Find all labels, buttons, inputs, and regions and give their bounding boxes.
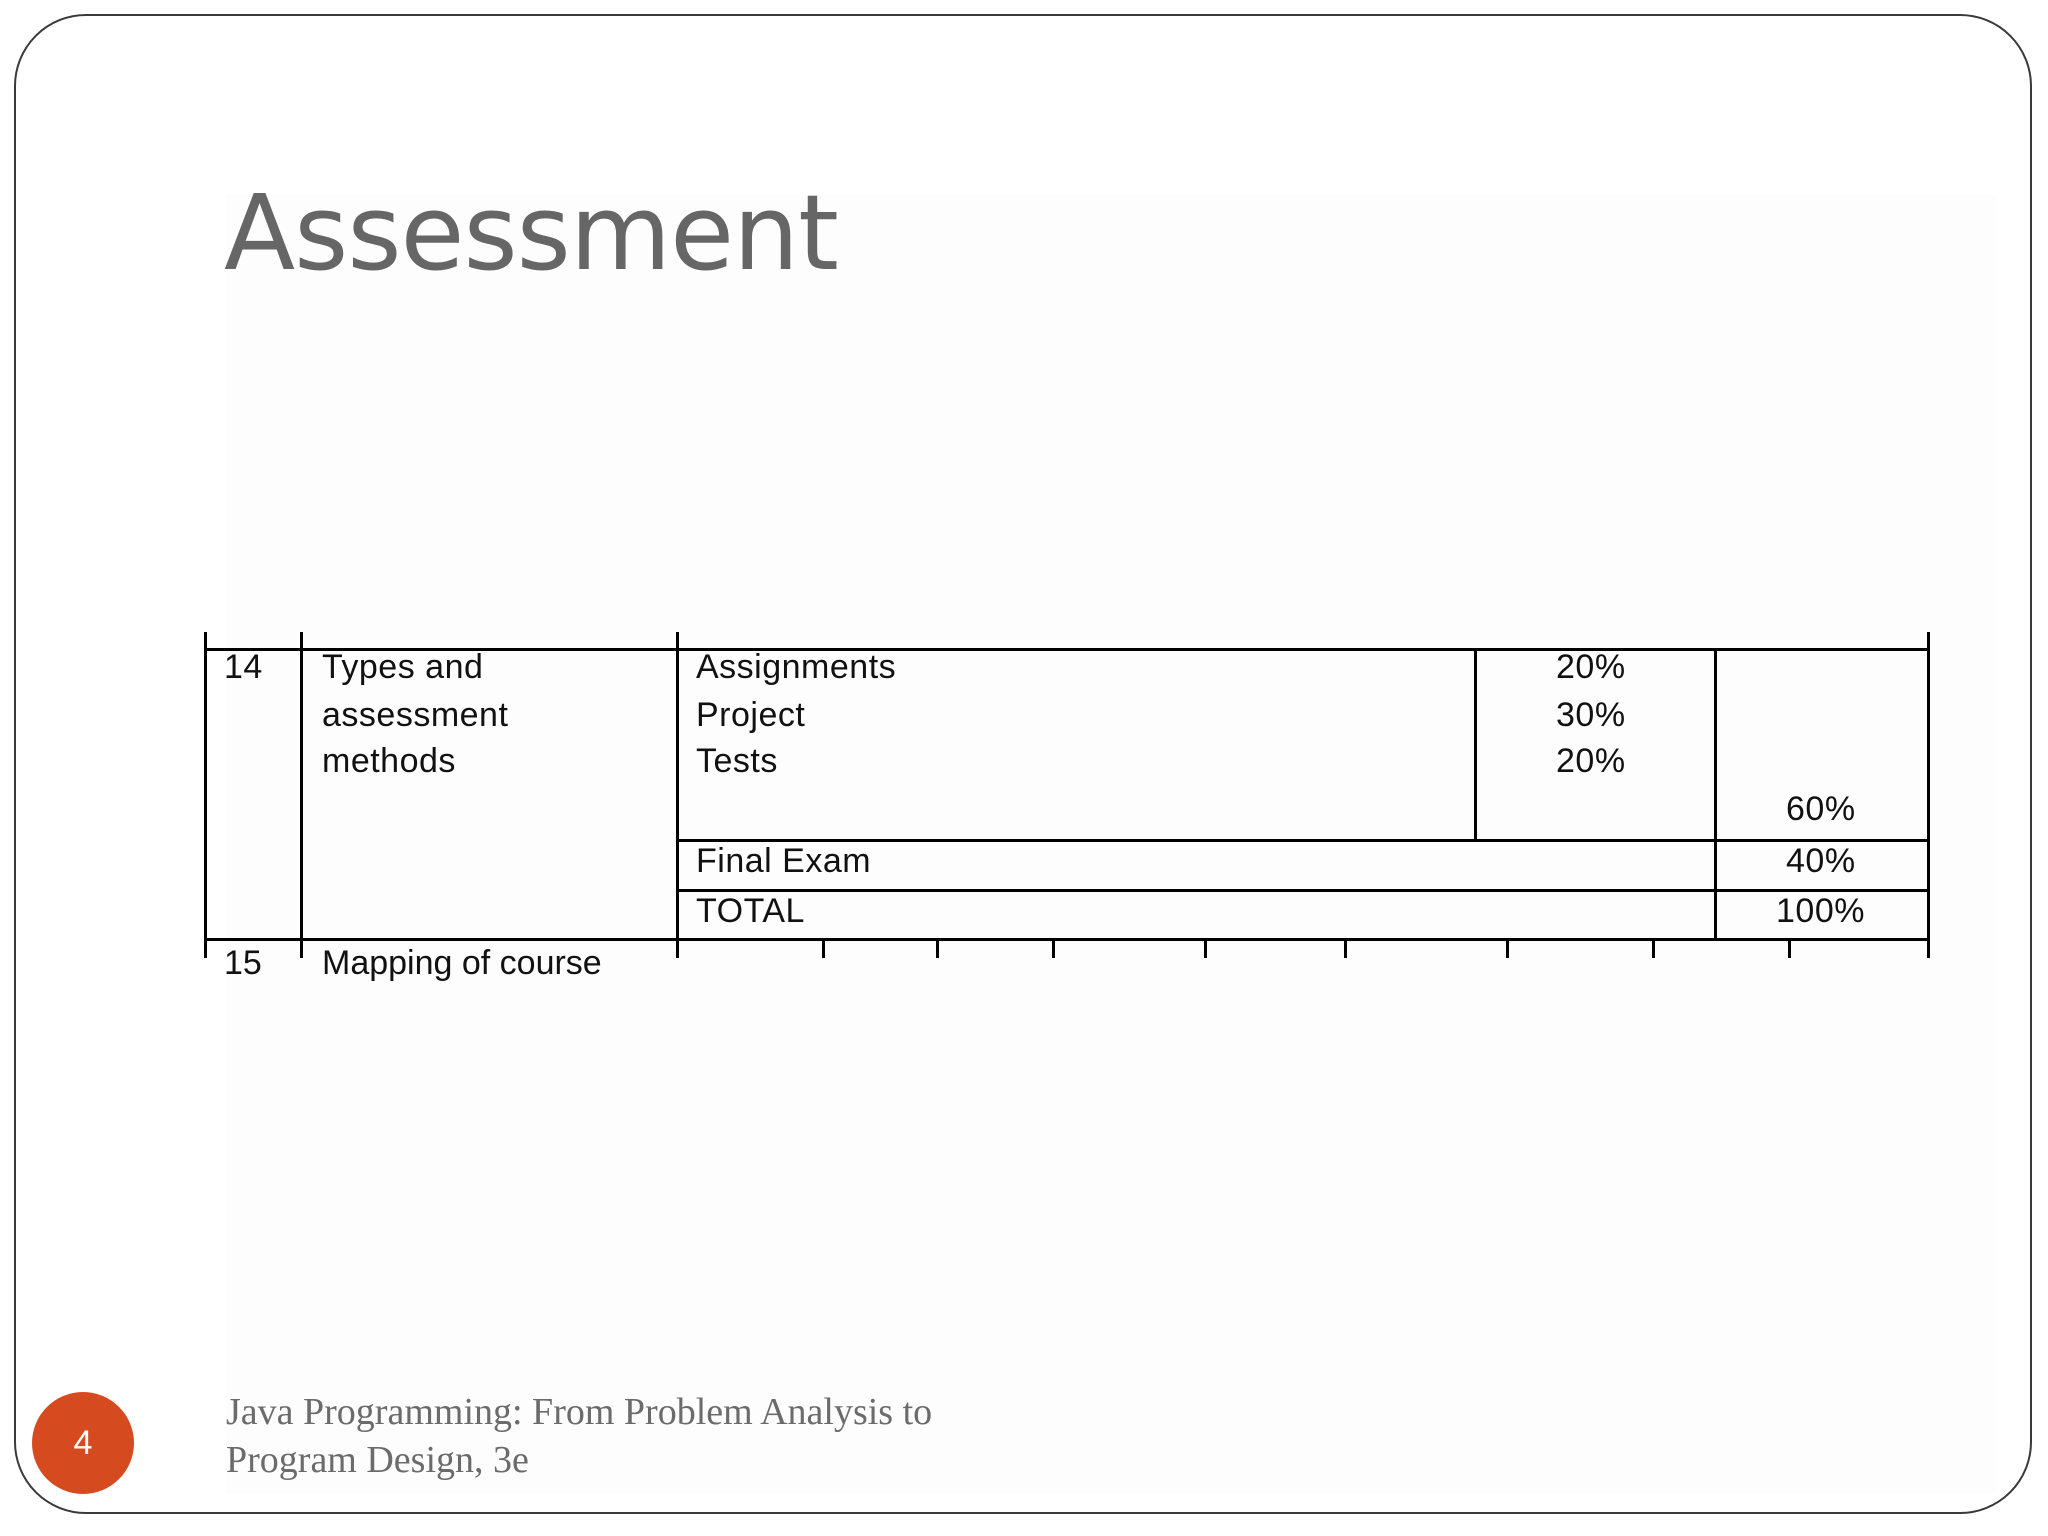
next-row-tick [1652,938,1655,958]
row-label-line: Types and [322,648,484,686]
assessment-item-weight: 20% [1556,742,1626,780]
table-col-divider-totals [1714,648,1717,941]
footer-line: Program Design, 3e [226,1439,529,1481]
next-row-tick [1788,938,1791,958]
assessment-item-weight: 30% [1556,696,1626,734]
slide-number: 4 [73,1423,93,1462]
assessment-item-name: Project [696,696,806,734]
next-row-tick [1506,938,1509,958]
next-row-tick [1052,938,1055,958]
row-number: 14 [224,648,263,686]
footer-citation [226,1388,932,1484]
table-right-border [1927,632,1930,958]
final-exam-weight: 40% [1786,842,1856,880]
slide-title: Assessment [224,172,838,294]
row-label-line: methods [322,742,456,780]
row-label-line: assessment [322,696,509,734]
final-exam-label: Final Exam [696,842,872,880]
table-left-border [204,632,207,958]
table-final-exam-bottom-border [676,889,1930,892]
next-row-number: 15 [224,944,262,982]
footer-line: Java Programming: From Problem Analysis to [226,1391,933,1433]
table-col-divider-2 [676,632,679,958]
next-row-tick [1204,938,1207,958]
assessment-table-image [204,632,1930,982]
coursework-total: 60% [1786,790,1856,828]
slide-number-badge [32,1392,134,1494]
table-col-divider-weights [1474,648,1477,842]
table-total-bottom-border [204,938,1930,941]
total-label: TOTAL [696,892,805,930]
next-row-tick [936,938,939,958]
next-row-tick [822,938,825,958]
assessment-item-weight: 20% [1556,648,1626,686]
assessment-item-name: Tests [696,742,778,780]
next-row-tick [1344,938,1347,958]
table-col-divider-1 [300,632,303,958]
next-row-label: Mapping of course [322,944,602,982]
assessment-item-name: Assignments [696,648,897,686]
total-weight: 100% [1776,892,1865,930]
